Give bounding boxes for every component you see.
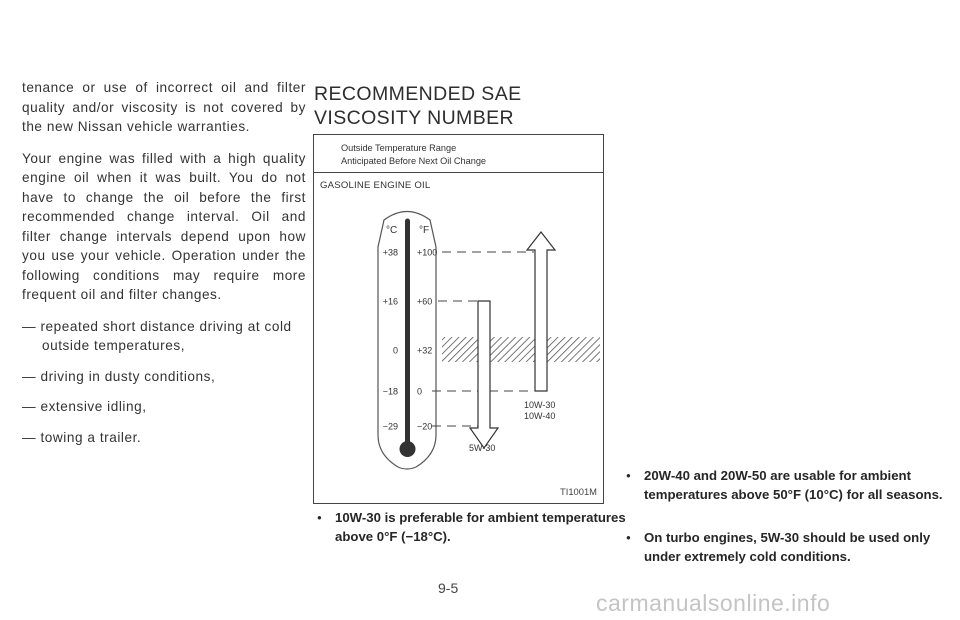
mercury-column xyxy=(405,221,410,443)
note-ambient-temperatures: ● 20W-40 and 20W-50 are usable for ambient temperatures above 50°F (10°C) for all seasons. xyxy=(622,466,944,504)
celsius-tick-label: −18 xyxy=(382,386,398,397)
intro-paragraph-1: tenance or use of incorrect oil and filter quality and/or viscosity is not covered by the new Nissan vehicle warranties. xyxy=(22,80,306,134)
fahrenheit-tick-label: +100 xyxy=(417,247,438,258)
figure-header-line-2: Anticipated Before Next Oil Change xyxy=(341,156,487,166)
fahrenheit-tick-label: +32 xyxy=(417,345,433,356)
note-turbo-engines: ● On turbo engines, 5W-30 should be used only under extremely cold conditions. xyxy=(622,528,944,566)
celsius-tick-label: 0 xyxy=(392,345,398,356)
oil-ranges xyxy=(432,232,600,453)
thermometer-bulb xyxy=(400,441,416,457)
fahrenheit-unit: °F xyxy=(419,225,430,236)
figure-header-line-1: Outside Temperature Range xyxy=(341,143,457,153)
viscosity-figure xyxy=(313,134,604,504)
range-arrow-5w30 xyxy=(470,301,498,448)
conditions-list xyxy=(22,317,306,448)
page-number: 9-5 xyxy=(438,580,459,596)
figure-note: ● 10W-30 is preferable for ambient temperatures above 0°F (−18°C). xyxy=(313,508,635,546)
fahrenheit-tick-label: +60 xyxy=(417,296,433,307)
mercury-top xyxy=(405,219,410,224)
condition-item: — repeated short distance driving at cold outside temperatures, xyxy=(22,318,292,353)
range-arrow-10w xyxy=(527,232,555,391)
fahrenheit-tick-label: 0 xyxy=(417,386,423,397)
intro-paragraph-2: Your engine was filled with a high quality engine oil when it was built. You do not have to change the oil before the first recommended change interval. Oil and filter change intervals depend upon how you use your vehicle. Operation under the following conditions may require more frequent oil and filter changes. xyxy=(22,150,306,302)
range-label: 10W-40 xyxy=(524,411,556,421)
celsius-tick-label: +16 xyxy=(382,296,398,307)
condition-item: — driving in dusty conditions, xyxy=(22,368,216,384)
fahrenheit-tick-label: −20 xyxy=(417,421,433,432)
freezing-band xyxy=(442,337,600,362)
section-title: RECOMMENDED SAE VISCOSITY NUMBER xyxy=(314,83,522,129)
celsius-tick-label: +38 xyxy=(382,247,398,258)
condition-item: — extensive idling, xyxy=(22,399,147,414)
range-label: 10W-30 xyxy=(524,400,556,410)
watermark: carmanualsonline.info xyxy=(596,590,831,616)
range-label: 5W-30 xyxy=(469,443,496,453)
celsius-tick-label: −29 xyxy=(382,421,398,432)
viscosity-chart xyxy=(314,135,603,503)
condition-item: — towing a trailer. xyxy=(22,429,142,445)
figure-code: TI1001M xyxy=(560,486,597,497)
celsius-unit: °C xyxy=(386,225,398,236)
intro-column xyxy=(22,78,306,458)
figure-subheader: GASOLINE ENGINE OIL xyxy=(320,180,431,191)
